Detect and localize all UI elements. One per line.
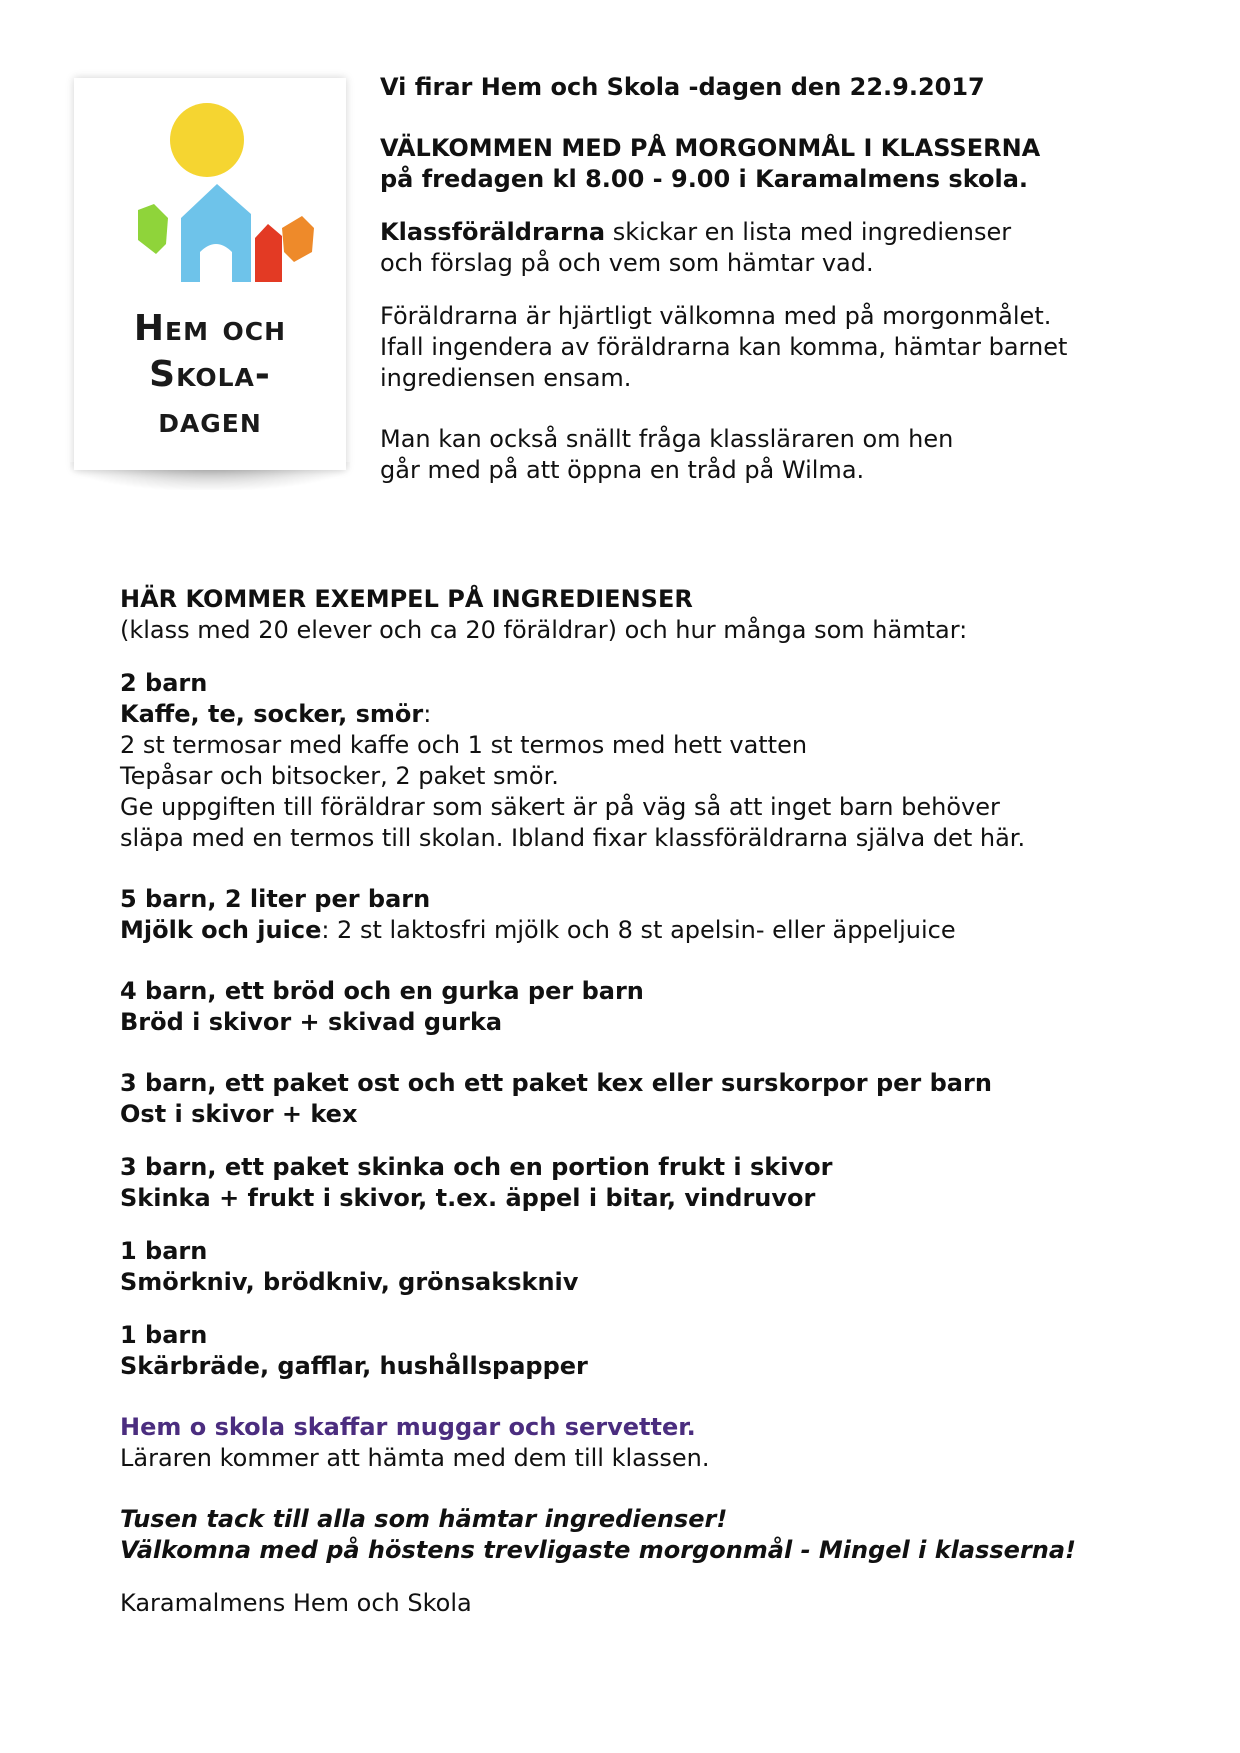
examples-section: [120, 584, 1220, 1619]
logo-text-line3: dagen: [158, 400, 262, 441]
group2-items-bold: Mjölk och juice: [120, 916, 322, 944]
group2-items: [120, 915, 1220, 946]
group6-items: Smörkniv, brödkniv, grönsakskniv: [120, 1268, 579, 1296]
parents-welcome-line1: Föräldrarna är hjärtligt välkomna med på morgonmålet.: [380, 302, 1052, 330]
green-house-icon: [138, 204, 168, 254]
signature: Karamalmens Hem och Skola: [120, 1589, 472, 1617]
group1-line1: 2 st termosar med kaffe och 1 st termos med hett vatten: [120, 731, 808, 759]
group3-heading: 4 barn, ett bröd och en gurka per barn: [120, 977, 644, 1005]
examples-subheading: (klass med 20 elever och ca 20 föräldrar) och hur många som hämtar:: [120, 616, 968, 644]
group1-line3: Ge uppgiften till föräldrar som säkert är på väg så att inget barn behöver: [120, 793, 1000, 821]
group7-items: Skärbräde, gafflar, hushållspapper: [120, 1352, 588, 1380]
class-parents-line2: och förslag på och vem som hämtar vad.: [380, 249, 874, 277]
group1-line2: Tepåsar och bitsocker, 2 paket smör.: [120, 762, 559, 790]
wilma-line2: går med på att öppna en tråd på Wilma.: [380, 456, 865, 484]
sun-icon: [170, 103, 244, 177]
group2-heading: 5 barn, 2 liter per barn: [120, 885, 431, 913]
group1-items-bold: Kaffe, te, socker, smör: [120, 700, 424, 728]
group1-items-colon: :: [423, 700, 432, 728]
cups-napkins-note: Hem o skola skaffar muggar och servetter.: [120, 1413, 696, 1441]
event-title: Vi firar Hem och Skola -dagen den 22.9.2017: [380, 73, 985, 101]
hem-och-skola-logo: [74, 78, 346, 470]
group5-items: Skinka + frukt i skivor, t.ex. äppel i bitar, vindruvor: [120, 1184, 816, 1212]
blue-house-icon: [181, 184, 251, 282]
wilma-line1: Man kan också snällt fråga klassläraren om hen: [380, 425, 954, 453]
logo-text-line2: Skola-: [149, 354, 271, 395]
group1-items: [120, 699, 1220, 730]
group1-heading: 2 barn: [120, 669, 208, 697]
group5-heading: 3 barn, ett paket skinka och en portion frukt i skivor: [120, 1153, 833, 1181]
welcome-subline: på fredagen kl 8.00 - 9.00 i Karamalmens skola.: [380, 165, 1029, 193]
thanks-line2: Välkomna med på höstens trevligaste morgonmål - Mingel i klasserna!: [120, 1536, 1077, 1564]
group1-line4: släpa med en termos till skolan. Ibland fixar klassföräldrarna själva det här.: [120, 824, 1026, 852]
logo-houses-graphic: [104, 102, 316, 282]
parents-welcome-line3: ingrediensen ensam.: [380, 364, 632, 392]
class-parents-paragraph: [380, 217, 1220, 248]
examples-heading: HÄR KOMMER EXEMPEL PÅ INGREDIENSER: [120, 585, 693, 613]
group6-heading: 1 barn: [120, 1237, 208, 1265]
welcome-heading: VÄLKOMMEN MED PÅ MORGONMÅL I KLASSERNA: [380, 134, 1041, 162]
group3-items: Bröd i skivor + skivad gurka: [120, 1008, 503, 1036]
class-parents-label: Klassföräldrarna: [380, 218, 606, 246]
class-parents-text: skickar en lista med ingredienser: [605, 218, 1012, 246]
red-house-icon: [255, 224, 282, 282]
group7-heading: 1 barn: [120, 1321, 208, 1349]
logo-text-line1: Hem och: [133, 308, 287, 349]
thanks-line1: Tusen tack till alla som hämtar ingredienser!: [120, 1505, 728, 1533]
header-column: [380, 72, 1220, 486]
group4-items: Ost i skivor + kex: [120, 1100, 358, 1128]
orange-house-icon: [282, 216, 314, 262]
group2-items-rest: : 2 st laktosfri mjölk och 8 st apelsin- eller äppeljuice: [321, 916, 956, 944]
group4-heading: 3 barn, ett paket ost och ett paket kex eller surskorpor per barn: [120, 1069, 992, 1097]
parents-welcome-line2: Ifall ingendera av föräldrarna kan komma, hämtar barnet: [380, 333, 1068, 361]
teacher-note: Läraren kommer att hämta med dem till klassen.: [120, 1444, 710, 1472]
